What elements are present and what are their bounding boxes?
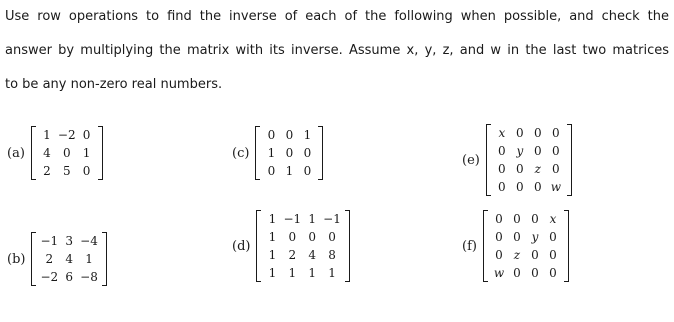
matrix-entry: 1 [288,266,297,280]
matrix-entry: 1 [85,252,93,266]
instructions-line-2: answer by multiplying the matrix with its inverse. Assume x, y, z, and w in the last two matrices [5,43,669,58]
matrix-a [31,126,103,180]
matrix-d [256,210,349,282]
matrix-entry: 0 [552,126,560,140]
matrix-row [262,162,316,180]
matrix-entry: 1 [43,128,51,142]
matrix-entry: −1 [283,212,302,226]
matrix-row [38,232,99,250]
matrix-entry: 4 [308,248,316,262]
matrix-entry: 0 [498,162,506,176]
matrix-row [262,144,316,162]
matrix-entry: 0 [495,230,503,244]
problem-f [462,210,569,282]
matrix-entry: 0 [285,128,294,142]
matrix-entry: 0 [285,146,294,160]
matrix-entry: w [493,266,505,280]
matrix-entry: 0 [267,164,276,178]
matrix-entry: y [531,230,539,244]
matrix-entry: 1 [308,266,316,280]
matrix-entry: 0 [552,162,560,176]
matrix-entry: y [516,144,524,158]
problem-b [7,232,107,286]
matrix-entry: −1 [40,234,59,248]
matrix-row [38,144,96,162]
matrix-entry: 1 [268,230,277,244]
matrix-entry: 0 [303,164,312,178]
instructions-line-3: to be any non-zero real numbers. [5,77,223,92]
matrix-entry: w [550,180,561,194]
matrix-entry: 2 [45,252,54,266]
matrix-entry: 0 [62,146,71,160]
matrix-f [483,210,569,282]
problem-label: (e) [462,152,480,168]
matrix-entry: 8 [328,248,336,262]
matrix-entry: 1 [308,212,316,226]
matrix-row [490,228,562,246]
matrix-entry: 0 [328,230,336,244]
matrix-entry: 6 [65,270,73,284]
problem-e [462,124,572,196]
matrix-entry: x [498,126,506,140]
matrix-entry: −8 [80,270,98,284]
matrix-entry: z [513,248,521,262]
matrix-entry: 0 [531,248,539,262]
matrix-entry: 0 [303,146,312,160]
problem-label: (f) [462,238,477,254]
matrix-entry: 0 [513,230,521,244]
matrix-row [493,124,565,142]
matrix-entry: 2 [43,164,51,178]
matrix-entry: 1 [267,146,276,160]
problem-label: (d) [232,238,251,254]
matrix-entry: −4 [80,234,98,248]
matrix-entry: 0 [82,128,91,142]
matrix-row [262,126,316,144]
matrix-row [490,264,562,282]
matrix-entry: 0 [82,164,91,178]
matrix-entry: 1 [268,212,277,226]
matrix-entry: 2 [288,248,297,262]
problem-d [232,210,350,282]
matrix-entry: 0 [549,266,557,280]
problem-c [232,126,323,180]
matrix-row [493,142,565,160]
matrix-entry: 0 [498,144,506,158]
matrix-entry: 4 [43,146,51,160]
matrix-entry: 0 [531,266,539,280]
matrix-entry: 0 [534,144,542,158]
matrix-entry: 0 [267,128,276,142]
matrix-row [263,246,342,264]
matrix-row [38,250,99,268]
matrix-entry: −2 [57,128,76,142]
matrix-entry: 0 [549,230,557,244]
matrix-entry: 1 [303,128,312,142]
matrix-row [493,160,565,178]
matrix-entry: z [534,162,541,176]
matrix-entry: 1 [268,266,277,280]
matrix-b [31,232,106,286]
matrix-entry: 0 [549,248,557,262]
matrix-row [263,210,342,228]
matrix-entry: 3 [65,234,73,248]
matrix-row [493,178,565,196]
matrix-entry: 0 [308,230,316,244]
matrix-entry: −2 [40,270,59,284]
matrix-entry: 0 [498,180,506,194]
matrix-entry: 0 [552,144,560,158]
matrix-c [255,126,323,180]
matrix-entry: 0 [516,126,524,140]
matrix-entry: 4 [65,252,73,266]
matrix-entry: 1 [82,146,91,160]
matrix-entry: 0 [516,162,524,176]
matrix-row [263,228,342,246]
matrix-entry: −1 [323,212,341,226]
matrix-row [490,246,562,264]
matrix-entry: 0 [513,266,521,280]
matrix-row [38,268,99,286]
matrix-entry: 5 [62,164,71,178]
instructions [5,0,669,102]
problem-label: (a) [7,145,25,161]
matrix-row [38,162,96,180]
matrix-row [490,210,562,228]
matrix-entry: x [549,212,557,226]
problem-label: (c) [232,145,250,161]
matrix-entry: 0 [534,126,542,140]
problem-label: (b) [7,251,26,267]
matrix-entry: 0 [516,180,524,194]
matrix-row [38,126,96,144]
matrix-entry: 0 [531,212,539,226]
matrix-entry: 1 [328,266,336,280]
matrix-entry: 0 [288,230,297,244]
problem-a [7,126,103,180]
matrix-e [486,124,572,196]
matrix-entry: 0 [534,180,542,194]
matrix-entry: 1 [268,248,277,262]
matrix-entry: 0 [495,248,503,262]
instructions-line-1: Use row operations to find the inverse of each of the following when possible, and check the [5,9,669,24]
matrix-row [263,264,342,282]
matrix-entry: 0 [495,212,503,226]
matrix-entry: 0 [513,212,521,226]
matrix-entry: 1 [285,164,294,178]
